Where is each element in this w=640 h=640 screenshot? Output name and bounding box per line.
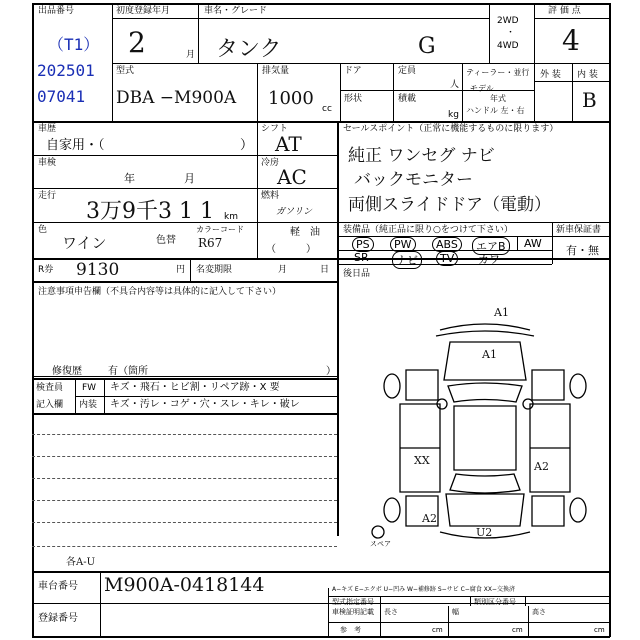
name-change-day: 日 [320, 265, 330, 275]
width-unit: cm [512, 626, 523, 634]
interior-value: B [582, 88, 597, 112]
chassis-label: 車台番号 [38, 581, 78, 592]
name-change-label: 名変期限 [196, 265, 233, 275]
score-label: 評 価 点 [548, 6, 581, 16]
recycle-value: 9130 [76, 260, 120, 280]
drive-4wd: 4WD [497, 41, 519, 51]
drive-2wd: 2WD [497, 16, 519, 26]
capacity-unit: 人 [450, 80, 460, 90]
equip-navi: ナビ [392, 251, 422, 269]
fuel-label: 燃料 [261, 191, 280, 201]
inspection-month: 月 [184, 172, 195, 185]
damage-mark-front-bumper: A1 [494, 306, 509, 319]
equip-pw: PW [390, 237, 416, 252]
dealer-label: ティーラー・並行 [466, 68, 530, 77]
height-label: 高さ [532, 608, 546, 616]
lot-number-label: 出品番号 [38, 6, 75, 16]
class-number-label: 類別区分番号 [474, 598, 516, 606]
capacity-label: 定員 [398, 66, 417, 76]
name-grade-label: 車名・グレード [204, 6, 268, 16]
ref-label: 参 考 [340, 626, 361, 634]
shift-value: AT [275, 132, 302, 156]
fuel-value: ガソリン [276, 207, 313, 217]
color-label: 色 [38, 225, 48, 235]
mileage-unit: km [224, 212, 238, 222]
damage-mark-rear-bumper: U2 [476, 526, 493, 539]
repair-history-label: 修復歴 [52, 366, 82, 377]
score-value: 4 [562, 24, 580, 57]
first-reg-value: 2 [128, 26, 146, 59]
grade-value: G [418, 34, 436, 59]
shift-label: シフト [261, 124, 289, 134]
damage-mark-hood: A1 [482, 348, 497, 361]
history-close: ） [240, 138, 254, 153]
cert-dims-label: 車検証明記載 [332, 608, 374, 616]
sales-point-1: 純正 ワンセグ ナビ [348, 146, 495, 166]
equipment-label: 装備品（純正品に限り○をつけて下さい） [343, 225, 513, 235]
handwritten-note: 各A-U [66, 557, 96, 568]
drive-dot: ・ [506, 28, 516, 38]
model-year-label: モデル [470, 84, 494, 93]
equip-tv: TV [436, 251, 458, 266]
warranty-label: 新車保証書 [556, 225, 602, 235]
repair-history-value: 有（箇所 [108, 366, 148, 377]
damage-legend: A−キズ E−エクボ U−凹み W−補修跡 S−サビ C−腐食 XX−交換済 [332, 586, 515, 593]
sales-points-label: セールスポイント（正常に機能するものに限ります） [343, 124, 559, 134]
repaint-label: 色替 [156, 235, 176, 246]
equip-aw: AW [524, 237, 542, 250]
history-value: 自家用・（ [46, 138, 105, 153]
fuel-paren: （ ） [266, 244, 316, 255]
length-label: 長さ [384, 608, 398, 616]
displacement-value: 1000 [268, 88, 314, 109]
color-value: ワイン [62, 234, 107, 252]
model-label: 型式 [116, 66, 135, 76]
color-code-value: R67 [198, 236, 223, 250]
damage-mark-left-rear: A2 [422, 512, 437, 525]
equip-airbag: エアB [472, 237, 510, 255]
load-unit: kg [448, 110, 459, 120]
first-reg-label: 初度登録年月 [116, 6, 171, 16]
exterior-label: 外 装 [540, 70, 561, 80]
model-year-sub: 年式 [490, 94, 506, 103]
fw-label: FW [82, 383, 97, 393]
ac-value: AC [277, 165, 307, 189]
fw-text: キズ・飛石・ヒビ割・リペア跡・X 要 [110, 382, 280, 393]
recycle-unit: 円 [176, 265, 186, 275]
lot-number-line1: （T1） [48, 35, 100, 54]
mileage-value: 3万9千3 1 1 [86, 199, 214, 224]
displacement-unit: cc [322, 104, 332, 114]
interior-label: 内 装 [577, 70, 598, 80]
car-name-value: タンク [216, 37, 282, 62]
damage-mark-left-door: XX [414, 454, 430, 467]
entry-label: 記入欄 [36, 400, 64, 410]
first-reg-month-mark: 月 [186, 50, 196, 60]
equip-leather: カワ [478, 253, 500, 266]
equip-sr: SR [354, 251, 369, 264]
load-label: 積載 [398, 94, 417, 104]
fuel-light-oil: 軽 油 [290, 227, 320, 238]
reg-number-label: 登録番号 [38, 613, 78, 624]
displacement-label: 排気量 [262, 66, 290, 76]
lot-number-line2: 202501 [37, 61, 95, 80]
handle-label: ハンドル 左・右 [466, 106, 525, 115]
shape-label: 形状 [344, 94, 363, 104]
interior-text: キズ・汚レ・コゲ・穴・スレ・キレ・破レ [110, 399, 300, 410]
sales-point-3: 両側スライドドア（電動） [348, 195, 551, 215]
inspection-label: 車検 [38, 158, 57, 168]
warranty-value: 有・無 [566, 244, 599, 257]
follow-items-label: 後日品 [343, 269, 371, 279]
equip-abs: ABS [432, 237, 462, 252]
model-value: DBA −M900A [116, 88, 237, 108]
interior-row-label: 内装 [79, 400, 98, 410]
ac-label: 冷房 [261, 158, 280, 168]
chassis-value: M900A-0418144 [104, 574, 265, 596]
recycle-label: R券 [38, 265, 54, 275]
repair-history-close: ） [326, 366, 336, 377]
type-designation-label: 型式指定番号 [332, 598, 374, 606]
inspector-label: 検査員 [36, 383, 64, 393]
spare-tire-label: スペア [370, 540, 391, 548]
history-label: 車歴 [38, 124, 57, 134]
sales-point-2: バックモニター [354, 170, 473, 190]
car-condition-diagram [370, 300, 600, 550]
doors-label: ドア [344, 66, 362, 76]
mileage-label: 走行 [38, 191, 57, 201]
width-label: 幅 [452, 608, 459, 616]
lot-number-line3: 07041 [37, 87, 86, 106]
name-change-month: 月 [278, 265, 288, 275]
inspection-year: 年 [124, 172, 135, 185]
color-code-label: カラーコード [196, 225, 244, 234]
height-unit: cm [594, 626, 605, 634]
length-unit: cm [432, 626, 443, 634]
equip-ps: PS [352, 237, 374, 252]
damage-mark-right-door: A2 [534, 460, 549, 473]
caution-label: 注意事項申告欄（不具合内容等は具体的に記入して下さい） [38, 287, 282, 297]
